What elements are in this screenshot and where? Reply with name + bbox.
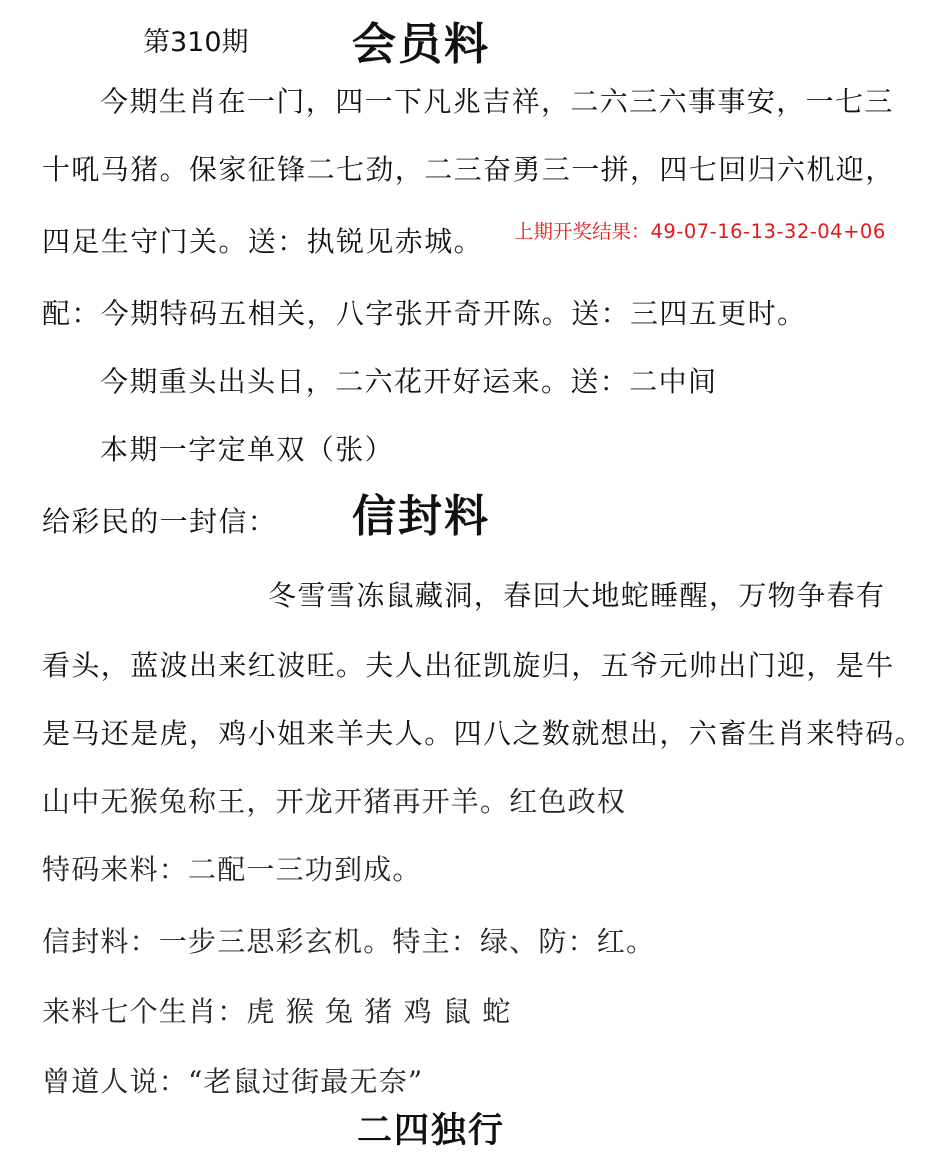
letter-line-6: 信封料：一步三思彩玄机。特主：绿、防：红。 [42,925,656,958]
letter-title: 信封料 [352,491,490,542]
single-double-line: 本期一字定单双（张） [100,433,395,466]
last-result-value: 49-07-16-13-32-04+06 [650,220,886,243]
letter-line-1: 冬雪雪冻鼠藏洞，春回大地蛇睡醒，万物争春有 [268,579,886,612]
head-line: 今期重头出头日，二六花开好运来。送：二中间 [100,365,718,398]
letter-line-3: 是马还是虎，鸡小姐来羊夫人。四八之数就想出，六畜生肖来特码。 [42,717,925,750]
pairing-line: 配：今期特码五相关，八字张开奇开陈。送：三四五更时。 [42,297,807,330]
letter-line-5: 特码来料：二配一三功到成。 [42,853,422,886]
last-result [514,216,886,244]
letter-line-2: 看头，蓝波出来红波旺。夫人出征凯旋归，五爷元帅出门迎，是牛 [42,649,895,682]
footer-title: 二四独行 [357,1110,506,1151]
letter-intro: 给彩民的一封信： [42,505,278,538]
letter-line-8: 曾道人说：“老鼠过街最无奈” [42,1065,424,1098]
poem-line-3: 四足生守门关。送：执锐见赤城。 [42,225,484,258]
poem-line-1: 今期生肖在一门，四一下凡兆吉祥，二六三六事事安，一七三 [100,85,894,118]
letter-line-4: 山中无猴兔称王，开龙开猪再开羊。红色政权 [42,785,627,818]
last-result-label: 上期开奖结果： [514,220,651,243]
member-title: 会员料 [352,19,490,70]
poem-line-2: 十吼马猪。保家征锋二七劲，二三奋勇三一拼，四七回归六机迎， [42,153,895,186]
issue-number: 第310期 [143,27,249,58]
letter-line-7: 来料七个生肖：虎 猴 兔 猪 鸡 鼠 蛇 [42,995,512,1028]
